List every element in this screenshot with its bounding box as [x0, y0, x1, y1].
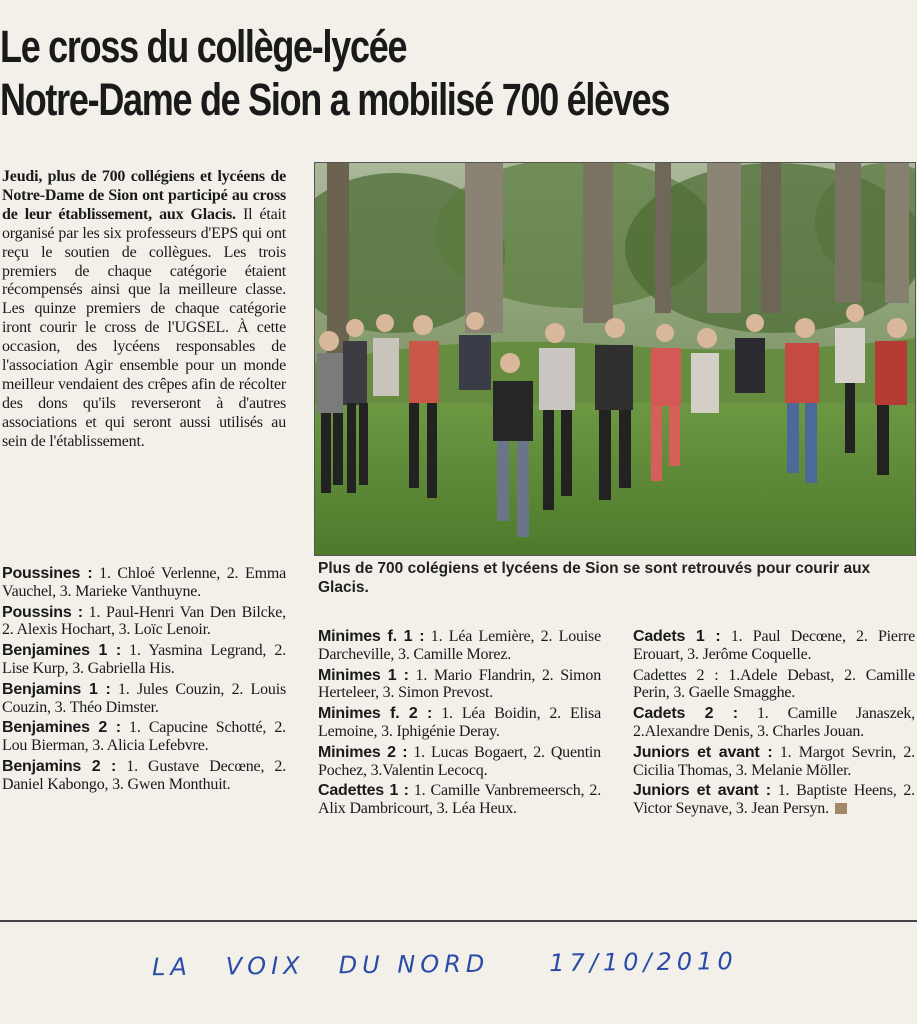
result-entry	[2, 758, 286, 794]
result-names: 1. Baptiste Heens, 2. Victor Seynave, 3. Jean Persyn.	[633, 782, 915, 818]
results-column-1	[2, 565, 286, 797]
result-names: 1. Margot Sevrin, 2. Cicilia Thomas, 3. Melanie Möller.	[633, 743, 915, 779]
result-category: Benjamins 1 :	[2, 680, 111, 698]
result-entry	[633, 667, 915, 703]
result-category: Poussins :	[2, 603, 83, 621]
headline-line-2: Notre-Dame de Sion a mobilisé 700 élèves	[0, 74, 670, 125]
result-entry	[318, 667, 601, 703]
result-category: Minimes 2 :	[318, 743, 408, 761]
result-names: 1. Jules Couzin, 2. Louis Couzin, 3. Théo Dimster.	[2, 680, 286, 716]
result-entry	[2, 719, 286, 755]
end-of-article-mark-icon	[835, 803, 847, 814]
result-entry	[318, 782, 601, 818]
result-entry	[2, 565, 286, 601]
runners-image	[315, 163, 915, 555]
result-entry	[2, 642, 286, 678]
result-entry	[318, 744, 601, 780]
result-category: Cadets 2 :	[633, 705, 738, 723]
result-category: Benjamines 2 :	[2, 719, 121, 737]
result-names: 1. Paul Decœne, 2. Pierre Erouart, 3. Jerôme Coquelle.	[633, 628, 915, 663]
headline	[0, 20, 734, 126]
result-names: 1. Léa Lemière, 2. Louise Darcheville, 3. Camille Morez.	[318, 628, 601, 663]
intro-lead: Jeudi, plus de 700 collégiens et lycéens de Notre-Dame de Sion ont participé au cross de leur établissement, aux Glacis.	[2, 168, 286, 223]
result-entry	[2, 681, 286, 717]
handwritten-word: VOIX	[225, 951, 305, 981]
handwritten-date: 17/10/2010	[549, 947, 738, 978]
result-category: Cadets 1 :	[633, 628, 721, 645]
results-column-3	[633, 628, 915, 821]
result-names: 1. Capucine Schotté, 2. Lou Bierman, 3. Alicia Lefebvre.	[2, 719, 286, 755]
result-names: 1. Léa Boidin, 2. Elisa Lemoine, 3. Iphigénie Deray.	[318, 705, 601, 740]
result-entry	[2, 604, 286, 640]
result-entry	[633, 782, 915, 818]
result-category: Minimes f. 2 :	[318, 705, 433, 723]
headline-line-1: Le cross du collège-lycée	[0, 21, 407, 72]
photo-caption: Plus de 700 colégiens et lycéens de Sion se sont retrouvés pour courir aux Glacis.	[318, 560, 871, 596]
result-category: Benjamines 1 :	[2, 642, 121, 660]
result-names: 1. Paul-Henri Van Den Bilcke, 2. Alexis Hochart, 3. Loïc Lenoir.	[2, 603, 286, 639]
result-category: Minimes f. 1 :	[318, 628, 425, 645]
result-names: 1. Camille Janaszek, 2.Alexandre Denis, 3. Charles Jouan.	[633, 705, 915, 740]
result-entry	[633, 705, 915, 741]
result-names: 1. Chloé Verlenne, 2. Emma Vauchel, 3. Marieke Vanthuyne.	[2, 565, 286, 600]
result-names: Cadettes 2 : 1.Adele Debast, 2. Camille Perin, 3. Gaelle Smagghe.	[633, 666, 915, 702]
handwritten-source-note	[152, 947, 772, 981]
result-category: Benjamins 2 :	[2, 757, 117, 775]
handwritten-word: DU NORD	[338, 949, 490, 980]
result-category: Minimes 1 :	[318, 666, 409, 684]
result-entry	[318, 705, 601, 741]
race-photo	[314, 162, 916, 556]
intro-paragraph	[2, 168, 286, 452]
result-names: 1. Mario Flandrin, 2. Simon Herteleer, 3. Simon Prevost.	[318, 666, 601, 702]
result-entry	[633, 744, 915, 780]
handwritten-word: LA	[151, 952, 192, 982]
result-category: Poussines :	[2, 565, 93, 582]
intro-body: Il était organisé par les six professeurs d'EPS qui ont reçu le soutien de collègues. Les trois premiers de chaque catégorie étaient récompensés ainsi que la meilleure classe. Les quinze premiers de chaque catégorie iront courir le cross de l'UGSEL. À cette occasion, des lycéens responsables de l'association Agir ensemble pour un monde meilleur vendaient des crêpes afin de récolter des dons qu'ils reverseront à d'autres associations et qui seront aussi utilisés au sein de l'établissement.	[2, 205, 286, 450]
bottom-rule	[0, 920, 917, 922]
result-names: 1. Yasmina Legrand, 2. Lise Kurp, 3. Gabriella His.	[2, 642, 286, 677]
result-category: Juniors et avant :	[633, 743, 773, 761]
result-entry	[318, 628, 601, 664]
result-category: Juniors et avant :	[633, 782, 771, 800]
result-names: 1. Lucas Bogaert, 2. Quentin Pochez, 3.Valentin Lecocq.	[318, 743, 601, 779]
result-names: 1. Gustave Decœne, 2. Daniel Kabongo, 3. Gwen Monthuit.	[2, 757, 286, 793]
result-category: Cadettes 1 :	[318, 782, 409, 800]
result-names: 1. Camille Vanbremeersch, 2. Alix Dambricourt, 3. Léa Heux.	[318, 782, 601, 818]
result-entry	[633, 628, 915, 664]
results-column-2	[318, 628, 601, 821]
